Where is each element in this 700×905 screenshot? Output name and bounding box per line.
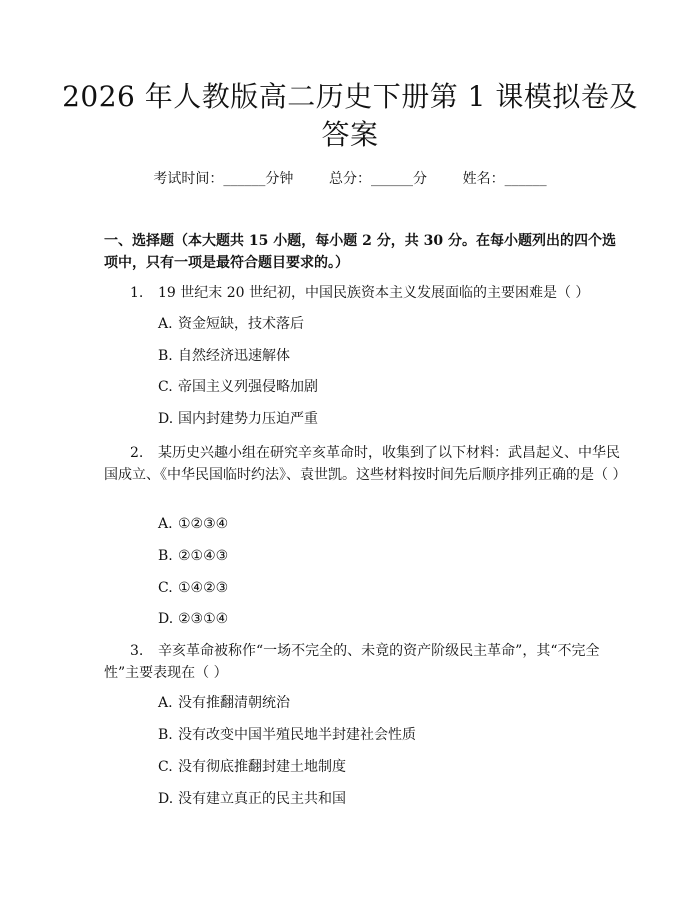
option-text: ②①④③ — [178, 548, 229, 564]
option-1d — [158, 410, 318, 428]
title-line-1: 2026 年人教版高二历史下册第 1 课模拟卷及 — [62, 80, 638, 113]
title-line-2: 答案 — [321, 118, 379, 151]
option-letter: A. — [158, 516, 173, 532]
option-letter: A. — [158, 316, 173, 332]
question-1 — [104, 282, 624, 304]
question-text: 19 世纪末 20 世纪初，中国民族资本主义发展面临的主要困难是（ ） — [158, 285, 590, 301]
question-text: 某历史兴趣小组在研究辛亥革命时，收集到了以下材料：武昌起义、中华民国成立、《中华民国临时约法》、袁世凯。这些材料按时间先后顺序排列正确的是（ ） — [104, 445, 627, 483]
option-1a — [158, 315, 304, 333]
option-letter: B. — [158, 727, 173, 743]
name-label: 姓名：______ — [462, 171, 547, 187]
question-3 — [104, 640, 624, 684]
question-2 — [104, 442, 627, 486]
total-score-label: 总分：______分 — [329, 171, 427, 187]
option-text: 资金短缺，技术落后 — [178, 316, 304, 332]
option-letter: C. — [158, 759, 173, 775]
option-text: 没有改变中国半殖民地半封建社会性质 — [178, 727, 416, 743]
option-letter: D. — [158, 611, 174, 627]
option-letter: B. — [158, 548, 173, 564]
section-heading: 一、选择题（本大题共 15 小题，每小题 2 分，共 30 分。在每小题列出的四个选项中，只有一项是最符合题目要求的。） — [104, 233, 616, 271]
exam-time-label: 考试时间：______分钟 — [153, 171, 294, 187]
exam-meta — [0, 170, 700, 188]
option-3c — [158, 758, 346, 776]
option-2b — [158, 547, 228, 565]
option-text: 没有建立真正的民主共和国 — [178, 791, 346, 807]
option-3b — [158, 726, 416, 744]
option-text: 没有彻底推翻封建土地制度 — [178, 759, 346, 775]
option-letter: C. — [158, 580, 173, 596]
question-number: 1. — [130, 285, 144, 301]
option-1b — [158, 347, 290, 365]
option-text: 国内封建势力压迫严重 — [178, 411, 318, 427]
option-3a — [158, 694, 290, 712]
option-text: ①④②③ — [178, 580, 229, 596]
question-number: 2. — [130, 445, 144, 461]
option-letter: B. — [158, 348, 173, 364]
option-letter: A. — [158, 695, 173, 711]
option-text: 帝国主义列强侵略加剧 — [178, 379, 318, 395]
option-2a — [158, 515, 228, 533]
option-2c — [158, 579, 228, 597]
document-title — [0, 78, 700, 154]
option-2d — [158, 610, 228, 628]
option-1c — [158, 378, 318, 396]
option-letter: C. — [158, 379, 173, 395]
option-letter: D. — [158, 791, 174, 807]
question-text: 辛亥革命被称作“一场不完全的、未竟的资产阶级民主革命”，其“不完全性”主要表现在（ ） — [104, 643, 600, 681]
option-text: ②③①④ — [178, 611, 229, 627]
question-number: 3. — [130, 643, 144, 659]
option-letter: D. — [158, 411, 174, 427]
option-text: 自然经济迅速解体 — [178, 348, 290, 364]
option-3d — [158, 790, 346, 808]
option-text: ①②③④ — [178, 516, 229, 532]
option-text: 没有推翻清朝统治 — [178, 695, 290, 711]
